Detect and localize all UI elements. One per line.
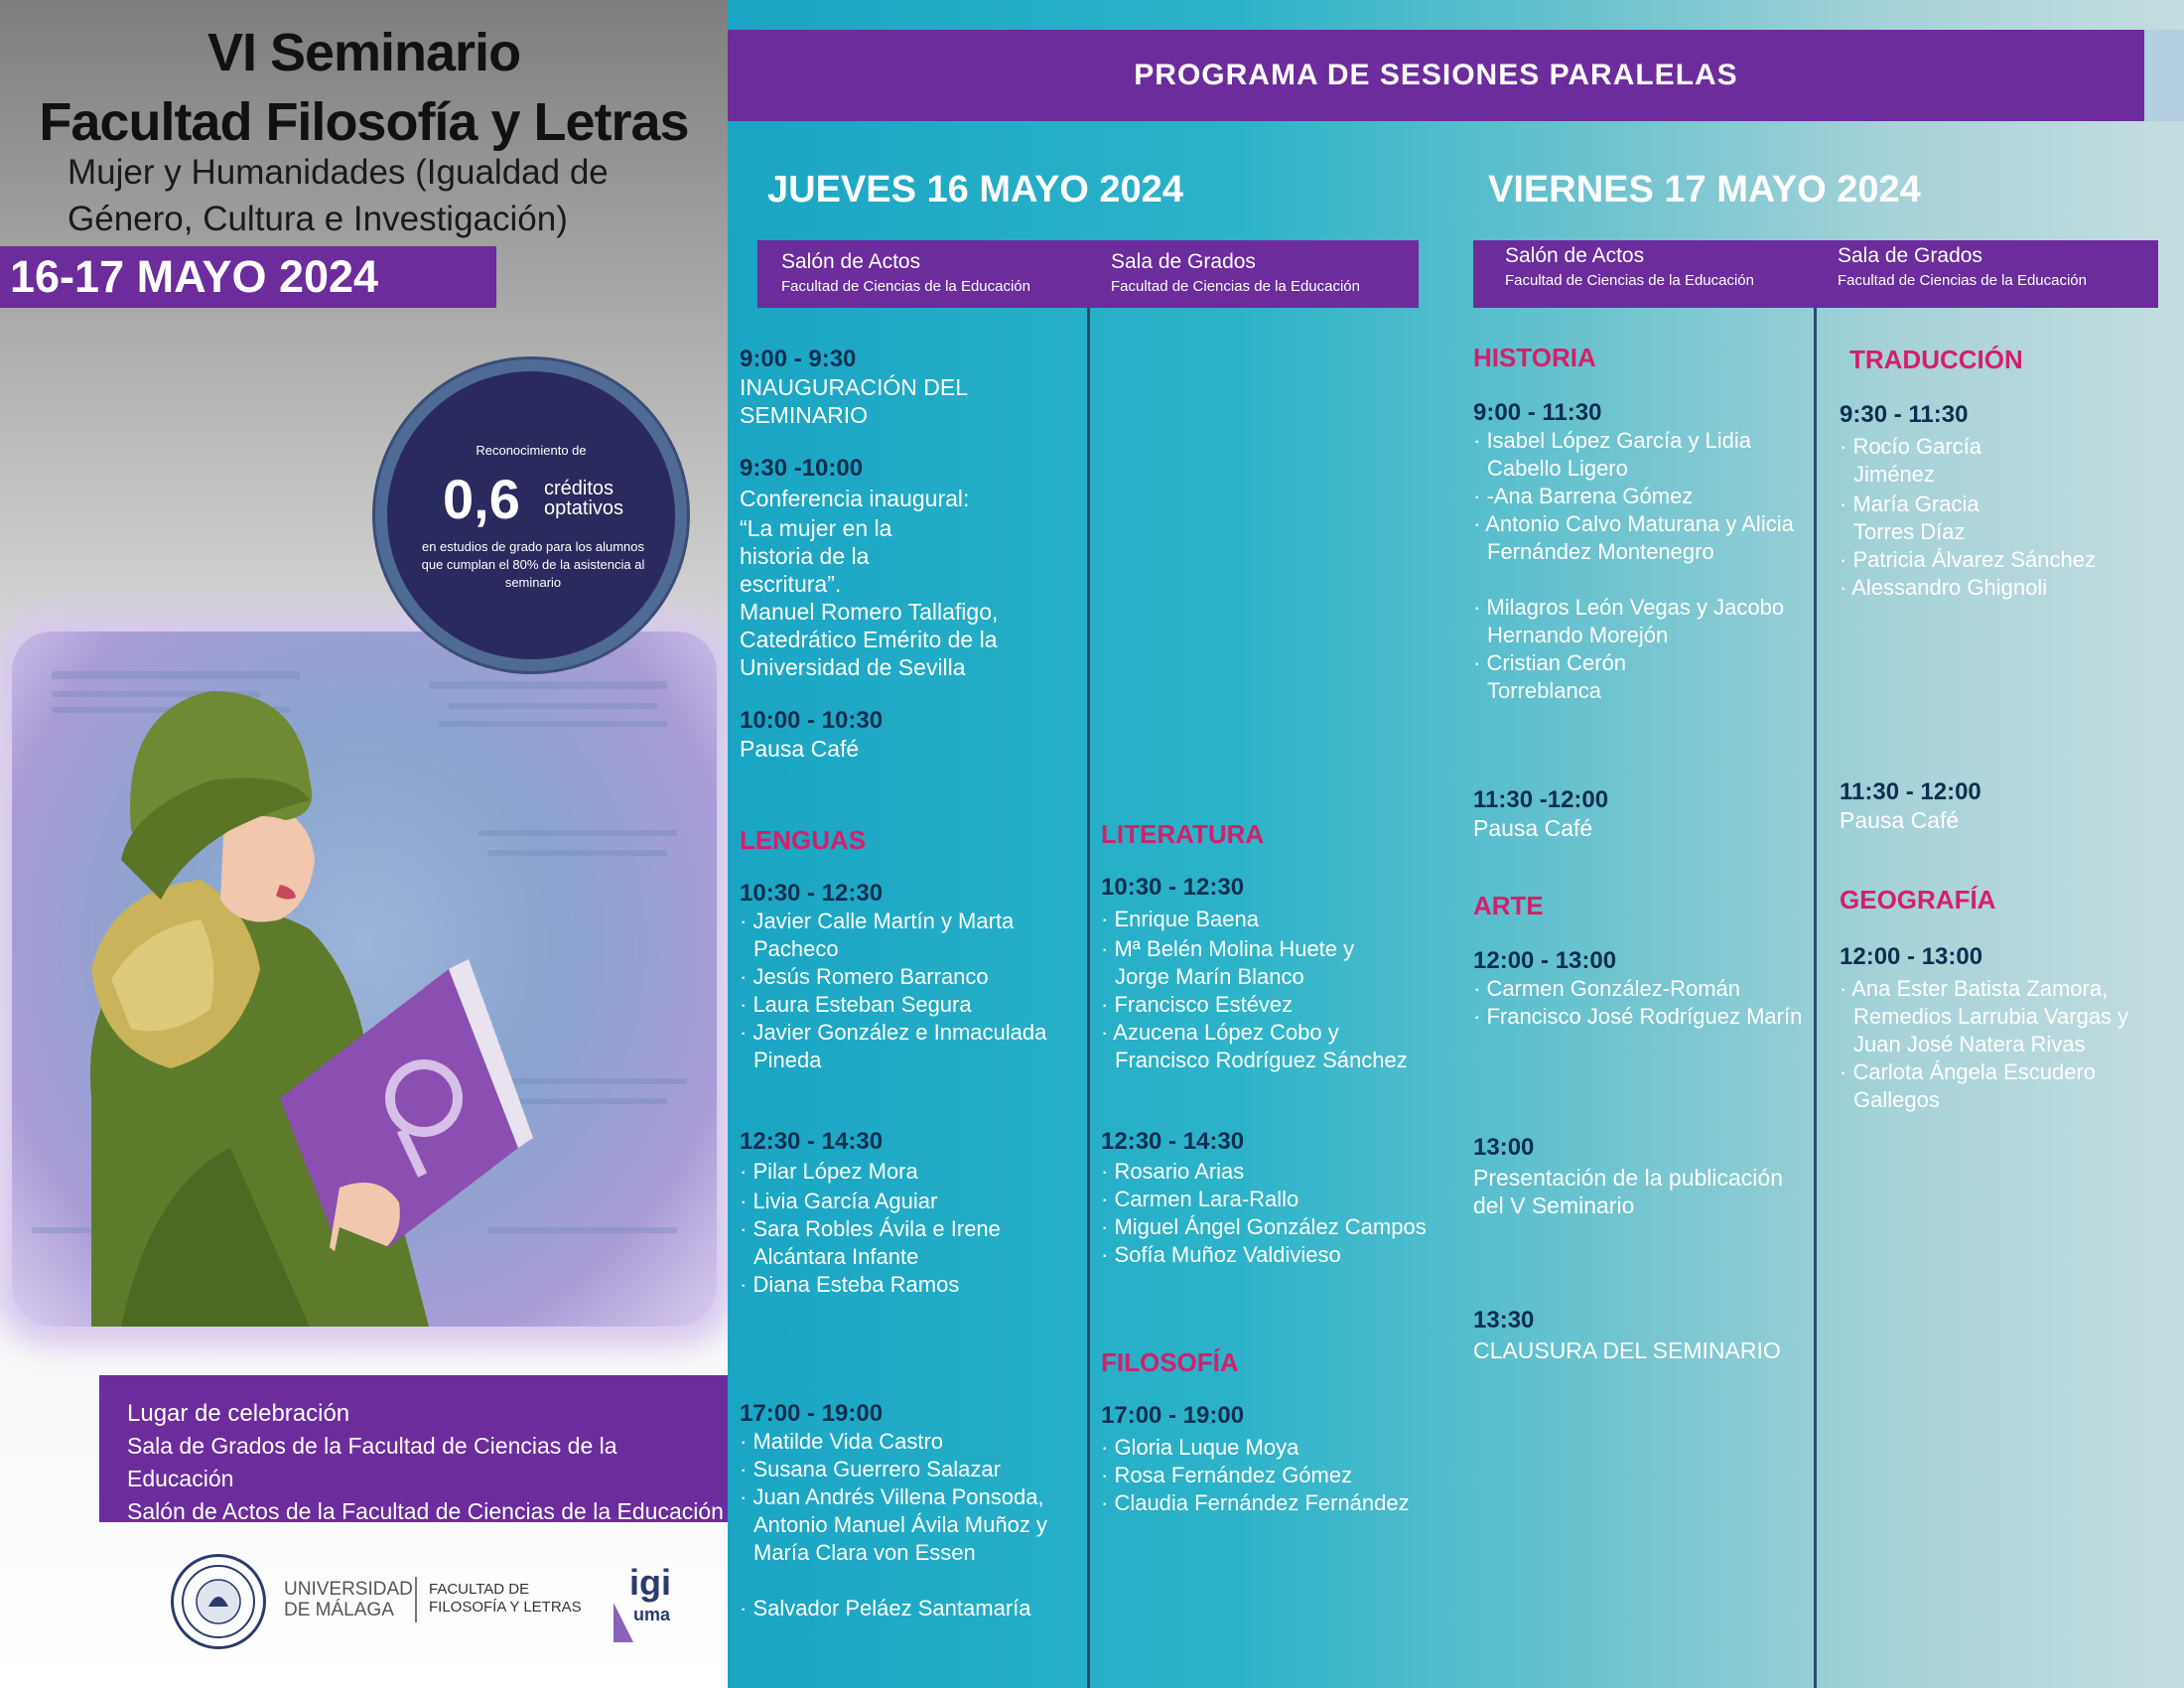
- category-heading: GEOGRAFÍA: [1840, 885, 1996, 914]
- speaker-item: · Javier González e Inmaculada Pineda: [740, 1020, 1047, 1072]
- session-time: 13:00: [1473, 1134, 1535, 1161]
- room-salon-sub: Facultad de Ciencias de la Educación: [1505, 272, 1754, 289]
- speaker-item: · Rosario Arias: [1101, 1159, 1245, 1184]
- speaker-item: · Isabel López García y Lidia Cabello Ligero: [1473, 428, 1752, 481]
- speaker-item: · Salvador Peláez Santamaría: [740, 1596, 1031, 1620]
- speaker-item: · Francisco José Rodríguez Marín: [1473, 1004, 1803, 1029]
- speaker-item: · Azucena López Cobo y Francisco Rodríguez Sánchez: [1101, 1020, 1408, 1072]
- igi-triangle-icon: [614, 1603, 633, 1642]
- session-time: 13:30: [1473, 1307, 1535, 1334]
- session-line: Presentación de la publicación: [1473, 1165, 1783, 1191]
- session-time: 11:30 - 12:00: [1840, 778, 1981, 805]
- seminar-title-line1: VI Seminario: [206, 23, 521, 82]
- program-panel: [728, 0, 2184, 1688]
- igi-sub-text: uma: [633, 1605, 671, 1624]
- category-heading: TRADUCCIÓN: [1849, 345, 2023, 374]
- credits-number: 0,6: [443, 468, 520, 530]
- speaker-item: · Pilar López Mora: [740, 1159, 918, 1184]
- session-title: INAUGURACIÓN DEL: [740, 374, 969, 400]
- room-salon-label: Salón de Actos: [781, 250, 921, 273]
- speaker-item: · María Gracia Torres Díaz: [1840, 492, 1979, 544]
- faculty-name: [429, 1581, 582, 1617]
- speaker-item: · Patricia Álvarez Sánchez: [1840, 547, 2096, 572]
- session-time: 12:00 - 13:00: [1840, 943, 1983, 970]
- illustration-woman-reading: [12, 632, 717, 1327]
- igi-uma-logo: [614, 1563, 683, 1642]
- speaker-item: · Jesús Romero Barranco: [740, 964, 989, 989]
- speaker-item: · Livia García Aguiar: [740, 1189, 938, 1213]
- speaker-item: · Cristian Cerón Torreblanca: [1473, 650, 1627, 703]
- room-grados-label: Sala de Grados: [1111, 250, 1256, 273]
- session-time: 9:00 - 11:30: [1473, 399, 1602, 426]
- speaker-item: · Milagros León Vegas y Jacobo Hernando Morejón: [1473, 595, 1785, 647]
- speaker-item: · Rosa Fernández Gómez: [1101, 1463, 1353, 1487]
- room-grados-sub: Facultad de Ciencias de la Educación: [1111, 278, 1360, 295]
- left-panel: [0, 0, 728, 1688]
- session-time: 12:00 - 13:00: [1473, 947, 1617, 974]
- speaker-item: · -Ana Barrena Gómez: [1473, 484, 1694, 508]
- speaker-item: · Matilde Vida Castro: [740, 1429, 944, 1454]
- session-time: 9:30 -10:00: [740, 455, 864, 482]
- session-title: SEMINARIO: [740, 402, 869, 428]
- woman-reading-icon: [12, 632, 717, 1327]
- category-heading: HISTORIA: [1473, 343, 1596, 372]
- session-time: 10:30 - 12:30: [740, 880, 884, 907]
- session-line: del V Seminario: [1473, 1193, 1635, 1218]
- speaker-item: · Carmen González-Román: [1473, 976, 1740, 1001]
- session-line: escritura”.: [740, 571, 842, 597]
- session-time: 11:30 -12:00: [1473, 786, 1609, 813]
- credits-bottom-text: en estudios de grado para los alumnos que cumplan el 80% de la asistencia al seminario: [421, 539, 645, 590]
- session-line: Conferencia inaugural:: [740, 486, 970, 511]
- speaker-item: · Juan Andrés Villena Ponsoda, Antonio Manuel Ávila Muñoz y María Clara von Essen: [740, 1484, 1047, 1565]
- speaker-item: · Alessandro Ghignoli: [1840, 575, 2048, 600]
- session-title: Pausa Café: [1840, 807, 1960, 833]
- faculty-line2: FILOSOFÍA Y LETRAS: [429, 1599, 582, 1616]
- speaker-item: · Sofía Muñoz Valdivieso: [1101, 1242, 1341, 1267]
- speaker-item: · Mª Belén Molina Huete y Jorge Marín Blanco: [1101, 936, 1355, 989]
- speaker-item: · Antonio Calvo Maturana y Alicia Fernández Montenegro: [1473, 511, 1794, 564]
- friday-heading: VIERNES 17 MAYO 2024: [1488, 169, 1921, 211]
- speaker-item: · Sara Robles Ávila e Irene Alcántara Infante: [740, 1216, 1001, 1269]
- venue-box: [99, 1375, 728, 1522]
- session-title: Pausa Café: [740, 736, 860, 762]
- faculty-line1: FACULTAD DE: [429, 1581, 530, 1598]
- session-time: 12:30 - 14:30: [1101, 1128, 1245, 1155]
- credits-top-text: Reconocimiento de: [476, 443, 587, 458]
- banner-edge: [2144, 30, 2184, 121]
- speaker-item: · Carmen Lara-Rallo: [1101, 1187, 1299, 1211]
- session-title: CLAUSURA DEL SEMINARIO: [1473, 1337, 1781, 1363]
- session-time: 12:30 - 14:30: [740, 1128, 884, 1155]
- category-heading: FILOSOFÍA: [1101, 1347, 1239, 1377]
- speaker-item: · Enrique Baena: [1101, 907, 1259, 931]
- uma-seal-icon: [171, 1554, 266, 1649]
- seminar-subtitle: [68, 149, 609, 242]
- program-banner: PROGRAMA DE SESIONES PARALELAS: [728, 30, 2144, 121]
- credits-badge: [375, 359, 687, 671]
- category-heading: LITERATURA: [1101, 819, 1265, 849]
- seminar-title-line2: Facultad Filosofía y Letras: [39, 92, 689, 152]
- speaker-item: · Ana Ester Batista Zamora, Remedios Larrubia Vargas y Juan José Natera Rivas: [1840, 976, 2129, 1056]
- venue-line1: Sala de Grados de la Facultad de Ciencias de la Educación: [127, 1433, 617, 1491]
- session-time: 10:30 - 12:30: [1101, 874, 1245, 901]
- thursday-rooms-header: [757, 240, 1419, 308]
- speaker-item: · Diana Esteba Ramos: [740, 1272, 960, 1297]
- uma-line1: UNIVERSIDAD: [284, 1579, 413, 1600]
- speaker-item: · Javier Calle Martín y Marta Pacheco: [740, 909, 1015, 961]
- credits-word1: créditos: [544, 478, 614, 499]
- session-line: Catedrático Emérito de la: [740, 627, 998, 652]
- session-time: 9:00 - 9:30: [740, 346, 857, 372]
- logo-divider: [415, 1577, 417, 1622]
- credits-label: [544, 479, 623, 518]
- session-time: 10:00 - 10:30: [740, 707, 884, 734]
- session-line: “La mujer en la: [740, 515, 892, 541]
- speaker-item: · Miguel Ángel González Campos: [1101, 1214, 1427, 1239]
- venue-heading: Lugar de celebración: [127, 1400, 350, 1427]
- venue-line2: Salón de Actos de la Facultad de Ciencias de la Educación: [127, 1498, 724, 1524]
- session-line: historia de la: [740, 543, 870, 569]
- session-time: 17:00 - 19:00: [740, 1400, 884, 1427]
- subtitle-line1: Mujer y Humanidades (Igualdad de: [68, 153, 609, 192]
- speaker-item: · Francisco Estévez: [1101, 992, 1294, 1017]
- session-time: 17:00 - 19:00: [1101, 1402, 1245, 1429]
- room-grados-label: Sala de Grados: [1838, 244, 1982, 267]
- room-salon-label: Salón de Actos: [1505, 244, 1645, 267]
- thursday-heading: JUEVES 16 MAYO 2024: [767, 169, 1183, 211]
- speaker-item: · Claudia Fernández Fernández: [1101, 1490, 1410, 1515]
- speaker-item: · Carlota Ángela Escudero Gallegos: [1840, 1059, 2097, 1112]
- credits-word2: optativos: [544, 497, 624, 519]
- category-heading: LENGUAS: [740, 825, 867, 855]
- date-banner: 16-17 MAYO 2024: [0, 246, 496, 308]
- session-time: 9:30 - 11:30: [1840, 401, 1969, 428]
- subtitle-line2: Género, Cultura e Investigación): [68, 200, 568, 238]
- uma-name: [284, 1579, 413, 1620]
- igi-text: igi: [629, 1562, 671, 1603]
- uma-line2: DE MÁLAGA: [284, 1600, 394, 1620]
- friday-rooms-header: [1473, 240, 2158, 308]
- room-grados-sub: Facultad de Ciencias de la Educación: [1838, 272, 2087, 289]
- speaker-item: · Susana Guerrero Salazar: [740, 1457, 1001, 1481]
- session-line: Universidad de Sevilla: [740, 654, 966, 680]
- session-line: Manuel Romero Tallafigo,: [740, 599, 999, 625]
- session-title: Pausa Café: [1473, 815, 1593, 841]
- speaker-item: · Laura Esteban Segura: [740, 992, 972, 1017]
- room-salon-sub: Facultad de Ciencias de la Educación: [781, 278, 1030, 295]
- category-heading: ARTE: [1473, 891, 1544, 920]
- column-divider: [1087, 308, 1090, 1688]
- speaker-item: · Gloria Luque Moya: [1101, 1435, 1299, 1460]
- speaker-item: · Rocío García Jiménez: [1840, 434, 1982, 487]
